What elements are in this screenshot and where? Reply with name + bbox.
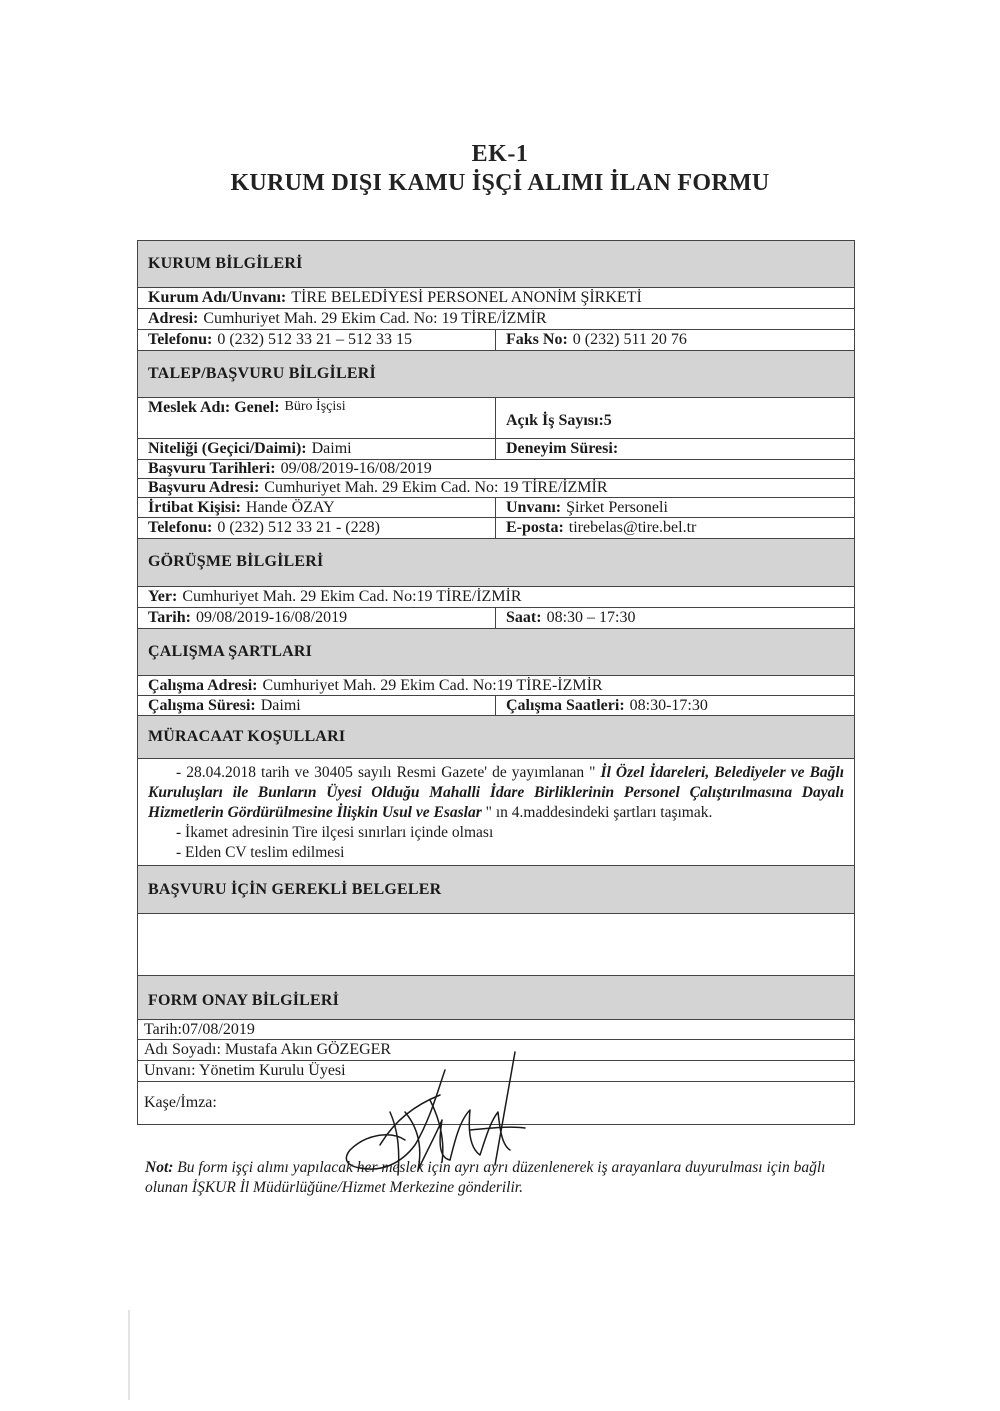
label: İrtibat Kişisi: [148,498,241,516]
approver-title: Unvanı: Yönetim Kurulu Üyesi [138,1061,854,1082]
contact-title: Şirket Personeli [566,498,668,516]
work-duration: Daimi [260,696,301,714]
requirement-2: - İkamet adresinin Tire ilçesi sınırları içinde olması [176,824,494,841]
label: Unvanı: [506,498,562,516]
requirement-1: - 28.04.2018 tarih ve 30405 sayılı Resmi Gazete' de yayımlanan " İl Özel İdareleri, Belediyeler ve Bağlı Kuruluşları ile Bunların Üyesi Olduğu Mahalli İdare Birliklerinin Personel Çalıştırılmasına Dayalı Hizmetlerin Gördürülmesine İlişkin Usul ve Esaslar " ın 4.maddesindeki şartları taşımak. [148,764,845,821]
label: Çalışma Saatleri: [506,696,625,714]
institution-fax: 0 (232) 511 20 76 [572,331,687,348]
regulation-title: İl Özel İdareleri, Belediyeler ve Bağlı Kuruluşları ile Bunların Üyesi Olduğu Mahalli İdare Birliklerinin Personel Çalıştırılmasına Dayalı Hizmetlerin Gördürülmesine İlişkin Usul ve Esaslar [148,764,845,821]
nature-cell [138,439,496,459]
label: Saat: [506,609,542,626]
section-required-documents: BAŞVURU İÇİN GEREKLİ BELGELER [138,866,854,914]
nature: Daimi [311,440,352,457]
requirement-3: - Elden CV teslim edilmesi [176,844,345,861]
work-hours: 08:30-17:30 [629,696,708,714]
contact-person: Hande ÖZAY [245,498,335,516]
label: Kurum Adı/Unvanı: [148,289,287,306]
label: Telefonu: [148,331,213,348]
institution-name-row [138,288,854,308]
stamp-signature: Kaşe/İmza: [144,1094,217,1111]
experience-label: Deneyim Süresi: [506,440,619,457]
institution-address-row [138,309,854,329]
institution-phone: 0 (232) 512 33 21 – 512 33 15 [217,331,412,348]
form-code: EK-1 [471,141,529,167]
open-positions-cell [496,398,854,438]
label: Telefonu: [148,519,213,536]
open-positions: Açık İş Sayısı:5 [506,412,612,429]
application-address-row [138,479,854,497]
institution-fax-cell [496,330,854,350]
approval-date: Tarih:07/08/2019 [138,1020,854,1040]
section-institution: KURUM BİLGİLERİ [138,241,854,288]
contact-email: tirebelas@tire.bel.tr [568,519,697,536]
institution-phone-cell [138,330,496,350]
application-dates-row [138,460,854,478]
label: Yer: [148,588,178,605]
contact-email-cell [496,518,854,538]
label: Başvuru Tarihleri: [148,460,276,477]
documents-area [138,914,854,976]
label: Meslek Adı: Genel: [148,399,280,416]
label: Çalışma Adresi: [148,676,258,694]
contact-title-cell [496,498,854,517]
work-address-row [138,676,854,695]
label: Çalışma Süresi: [148,696,256,714]
contact-phone-cell [138,518,496,538]
section-application: TALEP/BAŞVURU BİLGİLERİ [138,351,854,398]
work-hours-cell [496,696,854,715]
note-label: Not: [145,1159,174,1176]
interview-place: Cumhuriyet Mah. 29 Ekim Cad. No:19 TİRE/İZMİR [182,588,522,605]
label: Başvuru Adresi: [148,479,260,496]
label: Niteliği (Geçici/Daimi): [148,440,307,457]
interview-time: 08:30 – 17:30 [546,609,636,626]
contact-phone: 0 (232) 512 33 21 - (228) [217,519,380,536]
application-dates: 09/08/2019-16/08/2019 [280,460,432,477]
interview-date: 09/08/2019-16/08/2019 [195,609,348,626]
experience-cell [496,439,854,459]
interview-time-cell [496,608,854,628]
form-title: KURUM DIŞI KAMU İŞÇİ ALIMI İLAN FORMU [230,170,770,196]
occupation-cell [138,398,496,438]
institution-address: Cumhuriyet Mah. 29 Ekim Cad. No: 19 TİRE/İZMİR [203,310,547,327]
institution-name: TİRE BELEDİYESİ PERSONEL ANONİM ŞİRKETİ [291,289,642,306]
job-posting-form [137,240,855,1125]
scan-artifact [128,1310,130,1400]
section-requirements: MÜRACAAT KOŞULLARI [138,716,854,759]
approver-name: Adı Soyadı: Mustafa Akın GÖZEGER [138,1040,854,1061]
section-working-conditions: ÇALIŞMA ŞARTLARI [138,629,854,676]
section-form-approval: FORM ONAY BİLGİLERİ [138,976,854,1020]
note-text: Bu form işçi alımı yapılacak her meslek için ayrı ayrı düzenlenerek iş arayanlara duyurulması için bağlı olunan İŞKUR İl Müdürlüğüne/Hizmet Merkezine gönderilir. [145,1159,826,1196]
application-address: Cumhuriyet Mah. 29 Ekim Cad. No: 19 TİRE/İZMİR [264,479,608,496]
label: Tarih: [148,609,191,626]
interview-date-cell [138,608,496,628]
footer-note [145,1158,865,1198]
interview-place-row [138,587,854,607]
label: Faks No: [506,331,568,348]
section-interview: GÖRÜŞME BİLGİLERİ [138,539,854,587]
contact-person-cell [138,498,496,517]
label: E-posta: [506,519,564,536]
work-duration-cell [138,696,496,715]
work-address: Cumhuriyet Mah. 29 Ekim Cad. No:19 TİRE-İZMİR [262,676,603,694]
label: Adresi: [148,310,199,327]
occupation: Büro İşçisi [284,399,346,414]
requirements-body [138,759,854,866]
